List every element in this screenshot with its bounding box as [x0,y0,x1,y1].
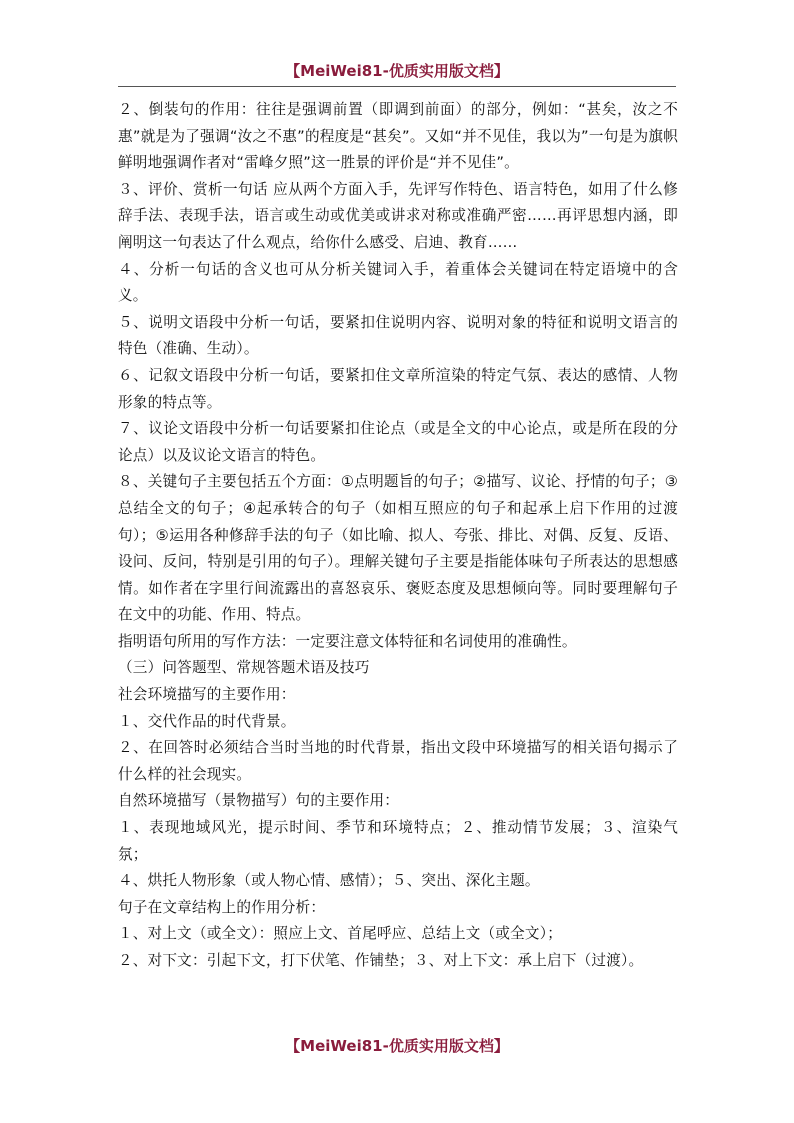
paragraph-key-sentences: ８、关键句子主要包括五个方面：①点明题旨的句子；②描写、议论、抒情的句子；③总结全文的句子；④起承转合的句子（如相互照应的句子和起承上启下作用的过渡句）；⑤运用各种修辞手法的句子（如比喻、拟人、夸张、排比、对偶、反复、反语、设问、反问，特别是引用的句子）。理解关键句子主要是指能体味句子所表达的思想感情。如作者在字里行间流露出的喜怒哀乐、褒贬态度及思想倾向等。同时要理解句子在文中的功能、作用、特点。 [118,473,678,624]
paragraph-writing-methods: 指明语句所用的写作方法：一定要注意文体特征和名词使用的准确性。 [118,632,577,650]
list-item-natural-1: １、表现地域风光，提示时间、季节和环境特点；２、推动情节发展；３、渲染气氛； [118,819,678,863]
paragraph-argumentative-text: ７、议论文语段中分析一句话要紧扣住论点（或是全文的中心论点，或是所在段的分论点）以及议论文语言的特色。 [118,420,678,464]
paragraph-keyword-analysis: ４、分析一句话的含义也可从分析关键词入手，着重体会关键词在特定语境中的含义。 [118,260,678,305]
paragraph-evaluate-sentence: ３、评价、赏析一句话 应从两个方面入手，先评写作特色、语言特色，如用了什么修辞手法、表现手法，语言或生动或优美或讲求对称或准确严密……再评思想内涵，即阐明这一句表达了什么观点，给你什么感受、启迪、教育…… [118,180,678,251]
subheading-social-environment: 社会环境描写的主要作用： [118,686,296,704]
page-header: 【MeiWei81-优质实用版文档】 [285,62,509,80]
list-item-natural-2: ４、烘托人物形象（或人物心情、感情）；５、突出、深化主题。 [118,872,540,890]
list-item-social-2: ２、在回答时必须结合当时当地的时代背景，指出文段中环境描写的相关语句揭示了什么样的社会现实。 [118,739,678,783]
subheading-sentence-structure: 句子在文章结构上的作用分析： [118,898,326,916]
subheading-natural-environment: 自然环境描写（景物描写）句的主要作用： [118,792,400,810]
page-footer: 【MeiWei81-优质实用版文档】 [285,1037,509,1055]
header-divider [118,86,676,87]
paragraph-narrative-text: ６、记叙文语段中分析一句话，要紧扣住文章所渲染的特定气氛、表达的感情、人物形象的特点等。 [118,366,678,411]
list-item-social-1: １、交代作品的时代背景。 [118,712,296,730]
section-heading-question-types: （三）问答题型、常规答题术语及技巧 [118,659,370,677]
paragraph-inversion-sentence: ２、倒装句的作用：往往是强调前置（即调到前面）的部分，例如：“甚矣，汝之不惠”就是为了强调“汝之不惠”的程度是“甚矣”。又如“并不见佳，我以为”一句是为旗帜鲜明地强调作者对“雷峰夕照”这一胜景的评价是“并不见佳”。 [118,101,678,172]
list-item-structure-2: ２、对下文：引起下文，打下伏笔、作铺垫；３、对上下文：承上启下（过渡）。 [118,952,644,969]
paragraph-expository-text: ５、说明文语段中分析一句话，要紧扣住说明内容、说明对象的特征和说明文语言的特色（准确、生动）。 [118,313,678,358]
list-item-structure-1: １、对上文（或全文）：照应上文、首尾呼应、总结上文（或全文）； [118,925,563,943]
document-body [118,97,678,975]
